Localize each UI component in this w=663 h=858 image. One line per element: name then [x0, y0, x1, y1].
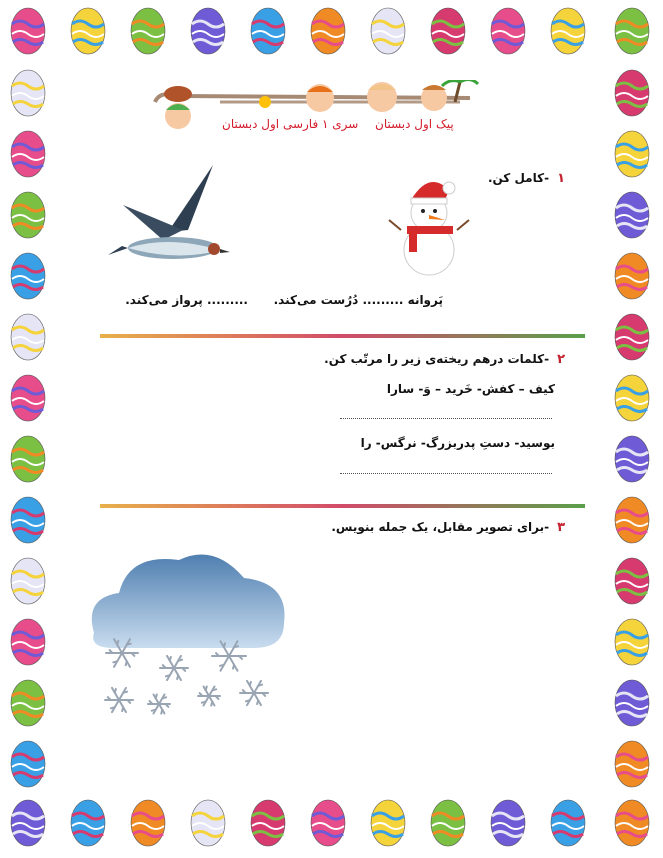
- easter-egg-decoration: [368, 796, 408, 848]
- easter-egg-decoration: [8, 796, 48, 848]
- q2-number: ۲: [557, 352, 565, 367]
- easter-egg-decoration: [8, 188, 48, 240]
- easter-egg-decoration: [612, 737, 652, 789]
- easter-egg-decoration: [612, 554, 652, 606]
- easter-egg-decoration: [612, 188, 652, 240]
- q1-sentence-2: ......... پرواز می‌کند.: [125, 293, 248, 307]
- easter-egg-decoration: [248, 4, 288, 56]
- easter-egg-decoration: [548, 4, 588, 56]
- easter-egg-decoration: [308, 4, 348, 56]
- q2-heading: [324, 352, 565, 367]
- section-divider: [100, 504, 585, 508]
- easter-egg-decoration: [548, 796, 588, 848]
- q2-words-2: بوسید- دستِ پدربزرگ- نرگس- را: [360, 436, 555, 450]
- q1-heading: [488, 171, 565, 186]
- easter-egg-decoration: [488, 4, 528, 56]
- easter-egg-decoration: [428, 4, 468, 56]
- easter-egg-decoration: [612, 493, 652, 545]
- easter-egg-decoration: [612, 796, 652, 848]
- easter-egg-decoration: [612, 4, 652, 56]
- easter-egg-decoration: [612, 127, 652, 179]
- easter-egg-decoration: [8, 310, 48, 362]
- easter-egg-decoration: [8, 371, 48, 423]
- snow-cloud-image: [84, 548, 289, 720]
- easter-egg-decoration: [188, 796, 228, 848]
- easter-egg-decoration: [8, 676, 48, 728]
- q1-instruction: -کامل کن.: [487, 171, 550, 185]
- easter-egg-decoration: [308, 796, 348, 848]
- header-subtitle-left: سری ۱ فارسی اول دبستان: [222, 117, 359, 131]
- easter-egg-decoration: [68, 4, 108, 56]
- easter-egg-decoration: [8, 66, 48, 118]
- q2-instruction: -کلمات درهم ریخته‌ی زیر را مرتّب کن.: [324, 352, 550, 366]
- easter-egg-decoration: [368, 4, 408, 56]
- q1-sentence-1: پَروانه ......... دُرُست می‌کند.: [273, 293, 443, 307]
- easter-egg-decoration: [612, 371, 652, 423]
- easter-egg-decoration: [612, 676, 652, 728]
- easter-egg-decoration: [8, 4, 48, 56]
- easter-egg-decoration: [8, 127, 48, 179]
- easter-egg-decoration: [612, 432, 652, 484]
- easter-egg-decoration: [612, 615, 652, 667]
- easter-egg-decoration: [68, 796, 108, 848]
- easter-egg-decoration: [188, 4, 228, 56]
- easter-egg-decoration: [8, 493, 48, 545]
- easter-egg-decoration: [8, 737, 48, 789]
- easter-egg-decoration: [8, 249, 48, 301]
- header-kids-illustration: [150, 80, 490, 140]
- q1-number: ۱: [557, 171, 565, 186]
- q3-heading: [331, 520, 565, 535]
- easter-egg-decoration: [612, 310, 652, 362]
- easter-egg-decoration: [8, 615, 48, 667]
- easter-egg-decoration: [8, 432, 48, 484]
- section-divider: [100, 334, 585, 338]
- q3-instruction: -برای تصویر مقابل، یک جمله بنویس.: [331, 520, 550, 534]
- easter-egg-decoration: [128, 4, 168, 56]
- q2-words-1: کیف – کفش- خَرید – وَ- سارا: [386, 382, 555, 396]
- easter-egg-decoration: [612, 249, 652, 301]
- snowman-image: [387, 168, 472, 276]
- easter-egg-decoration: [8, 554, 48, 606]
- q2-answer-line-2[interactable]: [340, 473, 552, 474]
- swallow-bird-image: [108, 160, 233, 270]
- header-subtitle-right: پیک اول دبستان: [375, 117, 454, 131]
- easter-egg-decoration: [248, 796, 288, 848]
- q2-answer-line-1[interactable]: [340, 418, 552, 419]
- easter-egg-decoration: [612, 66, 652, 118]
- q3-number: ۳: [557, 520, 565, 535]
- easter-egg-decoration: [488, 796, 528, 848]
- easter-egg-decoration: [428, 796, 468, 848]
- easter-egg-decoration: [128, 796, 168, 848]
